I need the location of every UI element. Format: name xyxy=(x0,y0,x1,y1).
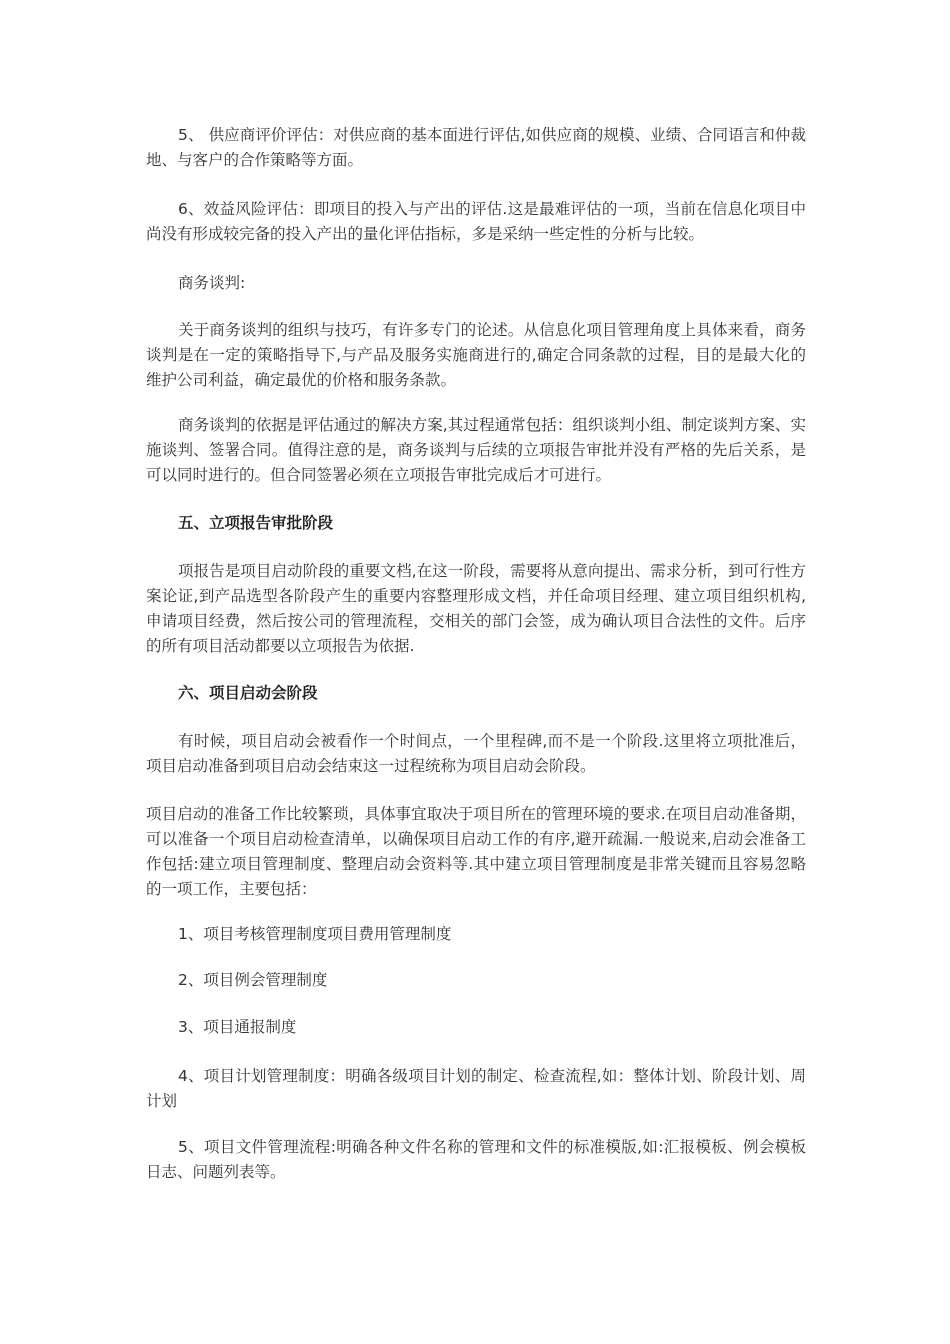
list-item-4: 4、项目计划管理制度：明确各级项目计划的制定、检查流程,如：整体计划、阶段计划、周计划 xyxy=(146,1067,806,1110)
list-item-1: 1、项目考核管理制度项目费用管理制度 xyxy=(178,925,452,943)
paragraph-supplier-evaluation: 5、 供应商评价评估：对供应商的基本面进行评估,如供应商的规模、业绩、合同语言和仲裁地、与客户的合作策略等方面。 xyxy=(146,126,806,169)
section-heading-approval: 五、立项报告审批阶段 xyxy=(178,514,334,532)
list-item-2: 2、项目例会管理制度 xyxy=(178,971,328,989)
paragraph-negotiation-basis: 商务谈判的依据是评估通过的解决方案,其过程通常包括：组织谈判小组、制定谈判方案、实施谈判、签署合同。值得注意的是，商务谈判与后续的立项报告审批并没有严格的先后关系，是可以同时进行的。但合同签署必须在立项报告审批完成后才可进行。 xyxy=(146,416,806,484)
paragraph-business-negotiation-label: 商务谈判: xyxy=(178,274,246,292)
paragraph-kickoff-preparation: 项目启动的准备工作比较繁琐，具体事宜取决于项目所在的管理环境的要求.在项目启动准备期，可以准备一个项目启动检查清单，以确保项目启动工作的有序,避开疏漏.一般说来,启动会准备工作包括:建立项目管理制度、整理启动会资料等.其中建立项目管理制度是非常关键而且容易忽略的一项工作，主要包括： xyxy=(146,805,806,898)
paragraph-kickoff-definition: 有时候，项目启动会被看作一个时间点，一个里程碑,而不是一个阶段.这里将立项批准后，项目启动准备到项目启动会结束这一过程统称为项目启动会阶段。 xyxy=(146,732,806,775)
list-item-3: 3、项目通报制度 xyxy=(178,1018,297,1036)
paragraph-benefit-risk: 6、效益风险评估：即项目的投入与产出的评估.这是最难评估的一项，当前在信息化项目中尚没有形成较完备的投入产出的量化评估指标，多是采纳一些定性的分析与比较。 xyxy=(146,200,806,243)
paragraph-approval-report: 项报告是项目启动阶段的重要文档,在这一阶段，需要将从意向提出、需求分析，到可行性方案论证,到产品选型各阶段产生的重要内容整理形成文档，并任命项目经理、建立项目组织机构,申请项目经费，然后按公司的管理流程，交相关的部门会签，成为确认项目合法性的文件。后序的所有项目活动都要以立项报告为依据. xyxy=(146,562,806,655)
list-item-5: 5、项目文件管理流程:明确各种文件名称的管理和文件的标准模版,如:汇报模板、例会模板日志、问题列表等。 xyxy=(146,1138,806,1181)
section-heading-kickoff: 六、项目启动会阶段 xyxy=(178,684,318,702)
paragraph-negotiation-intro: 关于商务谈判的组织与技巧，有许多专门的论述。从信息化项目管理角度上具体来看，商务谈判是在一定的策略指导下,与产品及服务实施商进行的,确定合同条款的过程，目的是最大化的维护公司利益，确定最优的价格和服务条款。 xyxy=(146,321,806,389)
